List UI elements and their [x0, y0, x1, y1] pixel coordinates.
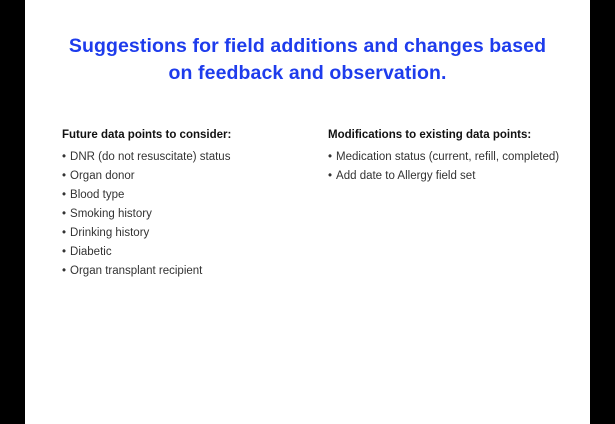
list-item-label: Organ donor	[70, 170, 135, 182]
bullet-icon: •	[328, 151, 333, 163]
list-item	[62, 167, 302, 186]
list-item-label: Smoking history	[70, 208, 152, 220]
bullet-icon: •	[62, 208, 67, 220]
bullet-icon: •	[62, 189, 67, 201]
list-item	[62, 243, 302, 262]
list-item	[62, 148, 302, 167]
bullet-icon: •	[328, 170, 333, 182]
list-item-label: Diabetic	[70, 246, 112, 258]
list-item-label: DNR (do not resuscitate) status	[70, 151, 231, 163]
modifications-heading: Modifications to existing data points:	[328, 129, 532, 141]
bullet-icon: •	[62, 151, 67, 163]
future-data-points-section	[62, 126, 302, 281]
slide-title-line-2: on feedback and observation.	[168, 62, 447, 84]
list-item	[62, 262, 302, 281]
list-item	[62, 205, 302, 224]
pillarbox-left-bar	[0, 0, 25, 424]
bullet-icon: •	[62, 265, 67, 277]
list-item-label: Drinking history	[70, 227, 150, 239]
slide-area	[25, 0, 590, 424]
modifications-section	[328, 126, 578, 186]
list-item-label: Organ transplant recipient	[70, 265, 203, 277]
list-item-label: Medication status (current, refill, completed)	[336, 151, 560, 163]
bullet-icon: •	[62, 246, 67, 258]
list-item-label: Blood type	[70, 189, 125, 201]
list-item	[62, 186, 302, 205]
bullet-icon: •	[62, 170, 67, 182]
pillarbox-right-bar	[590, 0, 615, 424]
future-data-points-heading: Future data points to consider:	[62, 129, 232, 141]
list-item-label: Add date to Allergy field set	[336, 170, 476, 182]
list-item	[62, 224, 302, 243]
bullet-icon: •	[62, 227, 67, 239]
list-item	[328, 167, 578, 186]
list-item	[328, 148, 578, 167]
slide-title	[25, 33, 590, 87]
slide-title-line-1: Suggestions for field additions and changes based	[68, 35, 547, 57]
